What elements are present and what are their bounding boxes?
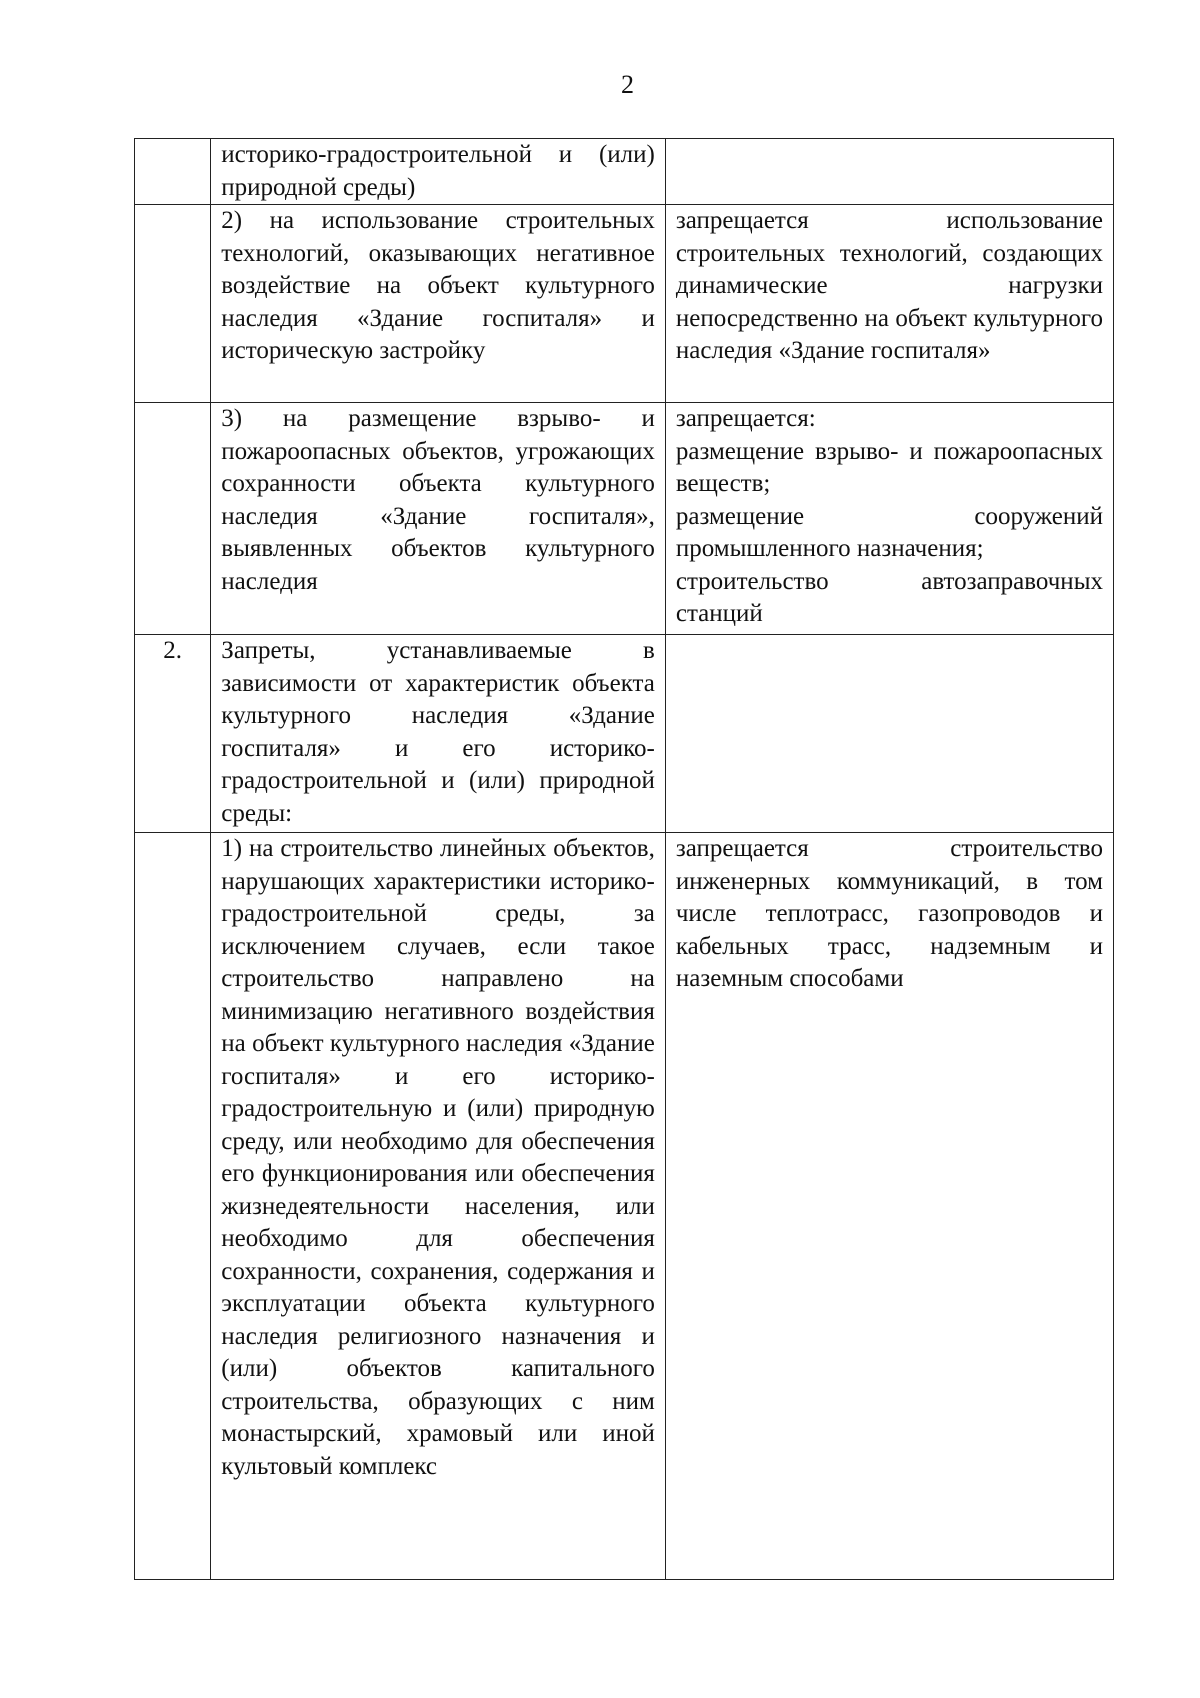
requirement-cell	[665, 635, 1113, 833]
row-number-cell	[135, 139, 211, 205]
table-row	[135, 833, 1114, 1580]
row-number-cell: 2.	[135, 635, 211, 833]
requirement-line: размещение взрыво- и пожароопасных веществ;	[675, 437, 1103, 497]
prohibition-cell: историко-градостроительной и (или) природной среды)	[211, 139, 666, 205]
requirement-cell: запрещается строительство инженерных коммуникаций, в том числе теплотрасс, газопроводов и кабельных трасс, надземным и наземным способами	[665, 833, 1113, 1580]
requirement-cell	[665, 403, 1113, 635]
prohibition-cell: Запреты, устанавливаемые в зависимости от характеристик объекта культурного наследия «Здание госпиталя» и его историко-градостроительной и (или) природной среды:	[211, 635, 666, 833]
requirement-cell	[665, 139, 1113, 205]
prohibition-cell: 1) на строительство линейных объектов, нарушающих характеристики историко-градостроительной среды, за исключением случаев, если такое строительство направлено на минимизацию негативного воздействия на объект культурного наследия «Здание госпиталя» и его историко-градостроительную и (или) природную среду, или необходимо для обеспечения его функционирования или обеспечения жизнедеятельности населения, или необходимо для обеспечения сохранности, сохранения, содержания и эксплуатации объекта культурного наследия религиозного назначения и (или) объектов капитального строительства, образующих с ним монастырский, храмовый или иной культовый комплекс	[211, 833, 666, 1580]
requirement-line: размещение сооружений промышленного назначения;	[675, 502, 1103, 562]
page-number: 2	[621, 70, 634, 99]
regulations-table	[134, 138, 1114, 1580]
requirement-line: запрещается:	[675, 405, 816, 432]
table-row	[135, 403, 1114, 635]
prohibition-cell: 3) на размещение взрыво- и пожароопасных объектов, угрожающих сохранности объекта культурного наследия «Здание госпиталя», выявленных объектов культурного наследия	[211, 403, 666, 635]
requirement-line: строительство автозаправочных станций	[675, 567, 1103, 627]
table-row	[135, 635, 1114, 833]
row-number-cell	[135, 205, 211, 403]
table-row	[135, 139, 1114, 205]
row-number-cell	[135, 403, 211, 635]
prohibition-cell: 2) на использование строительных технологий, оказывающих негативное воздействие на объект культурного наследия «Здание госпиталя» и историческую застройку	[211, 205, 666, 403]
row-number-cell	[135, 833, 211, 1580]
table-row	[135, 205, 1114, 403]
requirement-cell: запрещается использование строительных технологий, создающих динамические нагрузки непосредственно на объект культурного наследия «Здание госпиталя»	[665, 205, 1113, 403]
